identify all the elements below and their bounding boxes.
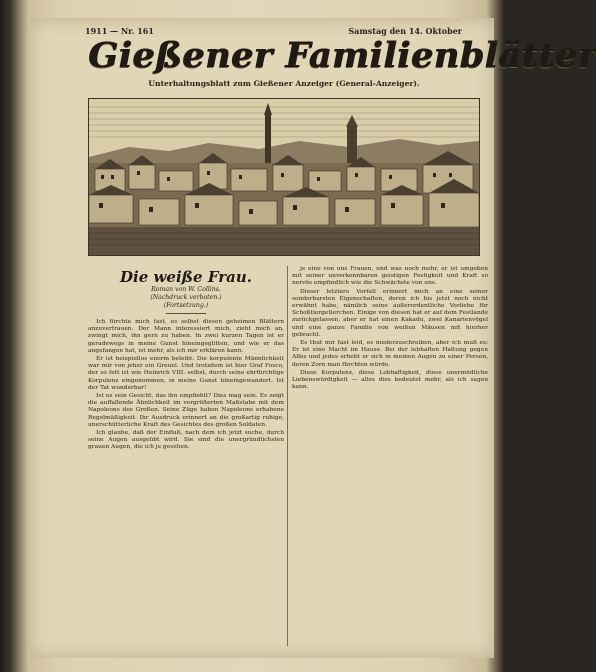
article-continuation: (Fortsetzung.) — [163, 302, 209, 309]
title-rule — [166, 313, 206, 314]
paragraph: Ist es sein Gesicht, das ihn empfiehlt? Dies mag sein. Es zeigt die auffallende Ähnlichkeit im vergrößerten Maßstabe mit dem Napoleons des Großen. Seine Züge haben Napoleons erhabene Regelmäßigkeit. Ihr Ausdruck erinnert an die großartig ruhige, unerschütterliche Kraft des Gesichtes des großen Soldaten. — [88, 393, 284, 428]
masthead — [88, 35, 596, 98]
newspaper-page — [30, 18, 596, 658]
column-divider — [287, 266, 288, 646]
city-engraving-illustration — [88, 98, 480, 256]
article-byline: Roman von W. Collins. — [151, 286, 221, 293]
issue-number: 1911 — Nr. 161 — [85, 26, 154, 36]
issue-date: Samstag den 14. Oktober — [348, 26, 462, 36]
paragraph: Ich glaube, daß der Einfluß, nach dem ich jetzt suche, durch seine Augen ausgeübt wird. Sie sind die unergründlichsten grauen Augen, die ich je gesehen. — [88, 430, 284, 451]
paragraph: je eine von uns Frauen, und was noch mehr, er ist umgeben mit seiner unverkennbaren geistigen Festigkeit und Kraft so nervös empfindlich wie die Schwächste von uns. — [292, 266, 488, 287]
paragraph: Diese Korpulenz, diese Lebhaftigkeit, diese unermüdliche Liebenswürdigkeit — alles dies bedeutet mehr, als ich sagen kann. — [292, 369, 488, 391]
paragraph: Ich fürchte mich fast, es selbst diesen geheimen Blättern anzuvertrauen. Der Mann interessiert mich, zieht mich an, zwingt mich, ihn gern zu haben. In zwei kurzen Tagen ist er geradewegs in meine Gunst hineingeglitten, und wie er das angefangen hat, ist mehr, als ich mir erklären kann. — [88, 319, 284, 354]
article-column-right — [292, 266, 488, 651]
masthead-subtitle: Unterhaltungsblatt zum Gießener Anzeiger (General-Anzeiger). — [148, 79, 420, 88]
article-column-left — [88, 266, 284, 651]
article-note: (Nachdruck verboten.) — [150, 294, 222, 301]
article-title: Die weiße Frau. — [120, 268, 252, 286]
paragraph: Er ist beispiellos enorm beleibt. Die korpulente Männlichkeit war mir von jeher ein Greuel. Und trotzdem ist hier Graf Fosco, der so fett ist wie Heinrich VIII. selbst, durch seine ehrfürchtige Korpulenz eingenommen, in meine Gunst hineingewandert. Ist der Tat wunderbar! — [88, 356, 284, 391]
paragraph: Es thut mir fast leid, es niederzuschreiben, aber ich muß es: Er ist eine Macht im Hause. Bei der lebhaften Haltung gegen Alles und jedes erhebt er sich in meinen Augen zu einer Person, deren Zorn man fürchten würde. — [292, 340, 488, 368]
masthead-title: Gießener Familienblätter — [88, 35, 596, 76]
paragraph: Dieser letztere Vorfall erinnert mich an eine seiner sonderbarsten Eigenschaften, deren ich bis jetzt noch nicht erwähnt habe, nämlich seine außerordentliche Vorliebe für Schoßtiergetierchen. Einige von diesen hat er auf dem Festlande zurückgelassen, aber er hat einen Kakadu, zwei Kanarienvögel und eine ganze Familie von weißen Mäusen mit hierher gebracht. — [292, 288, 488, 338]
